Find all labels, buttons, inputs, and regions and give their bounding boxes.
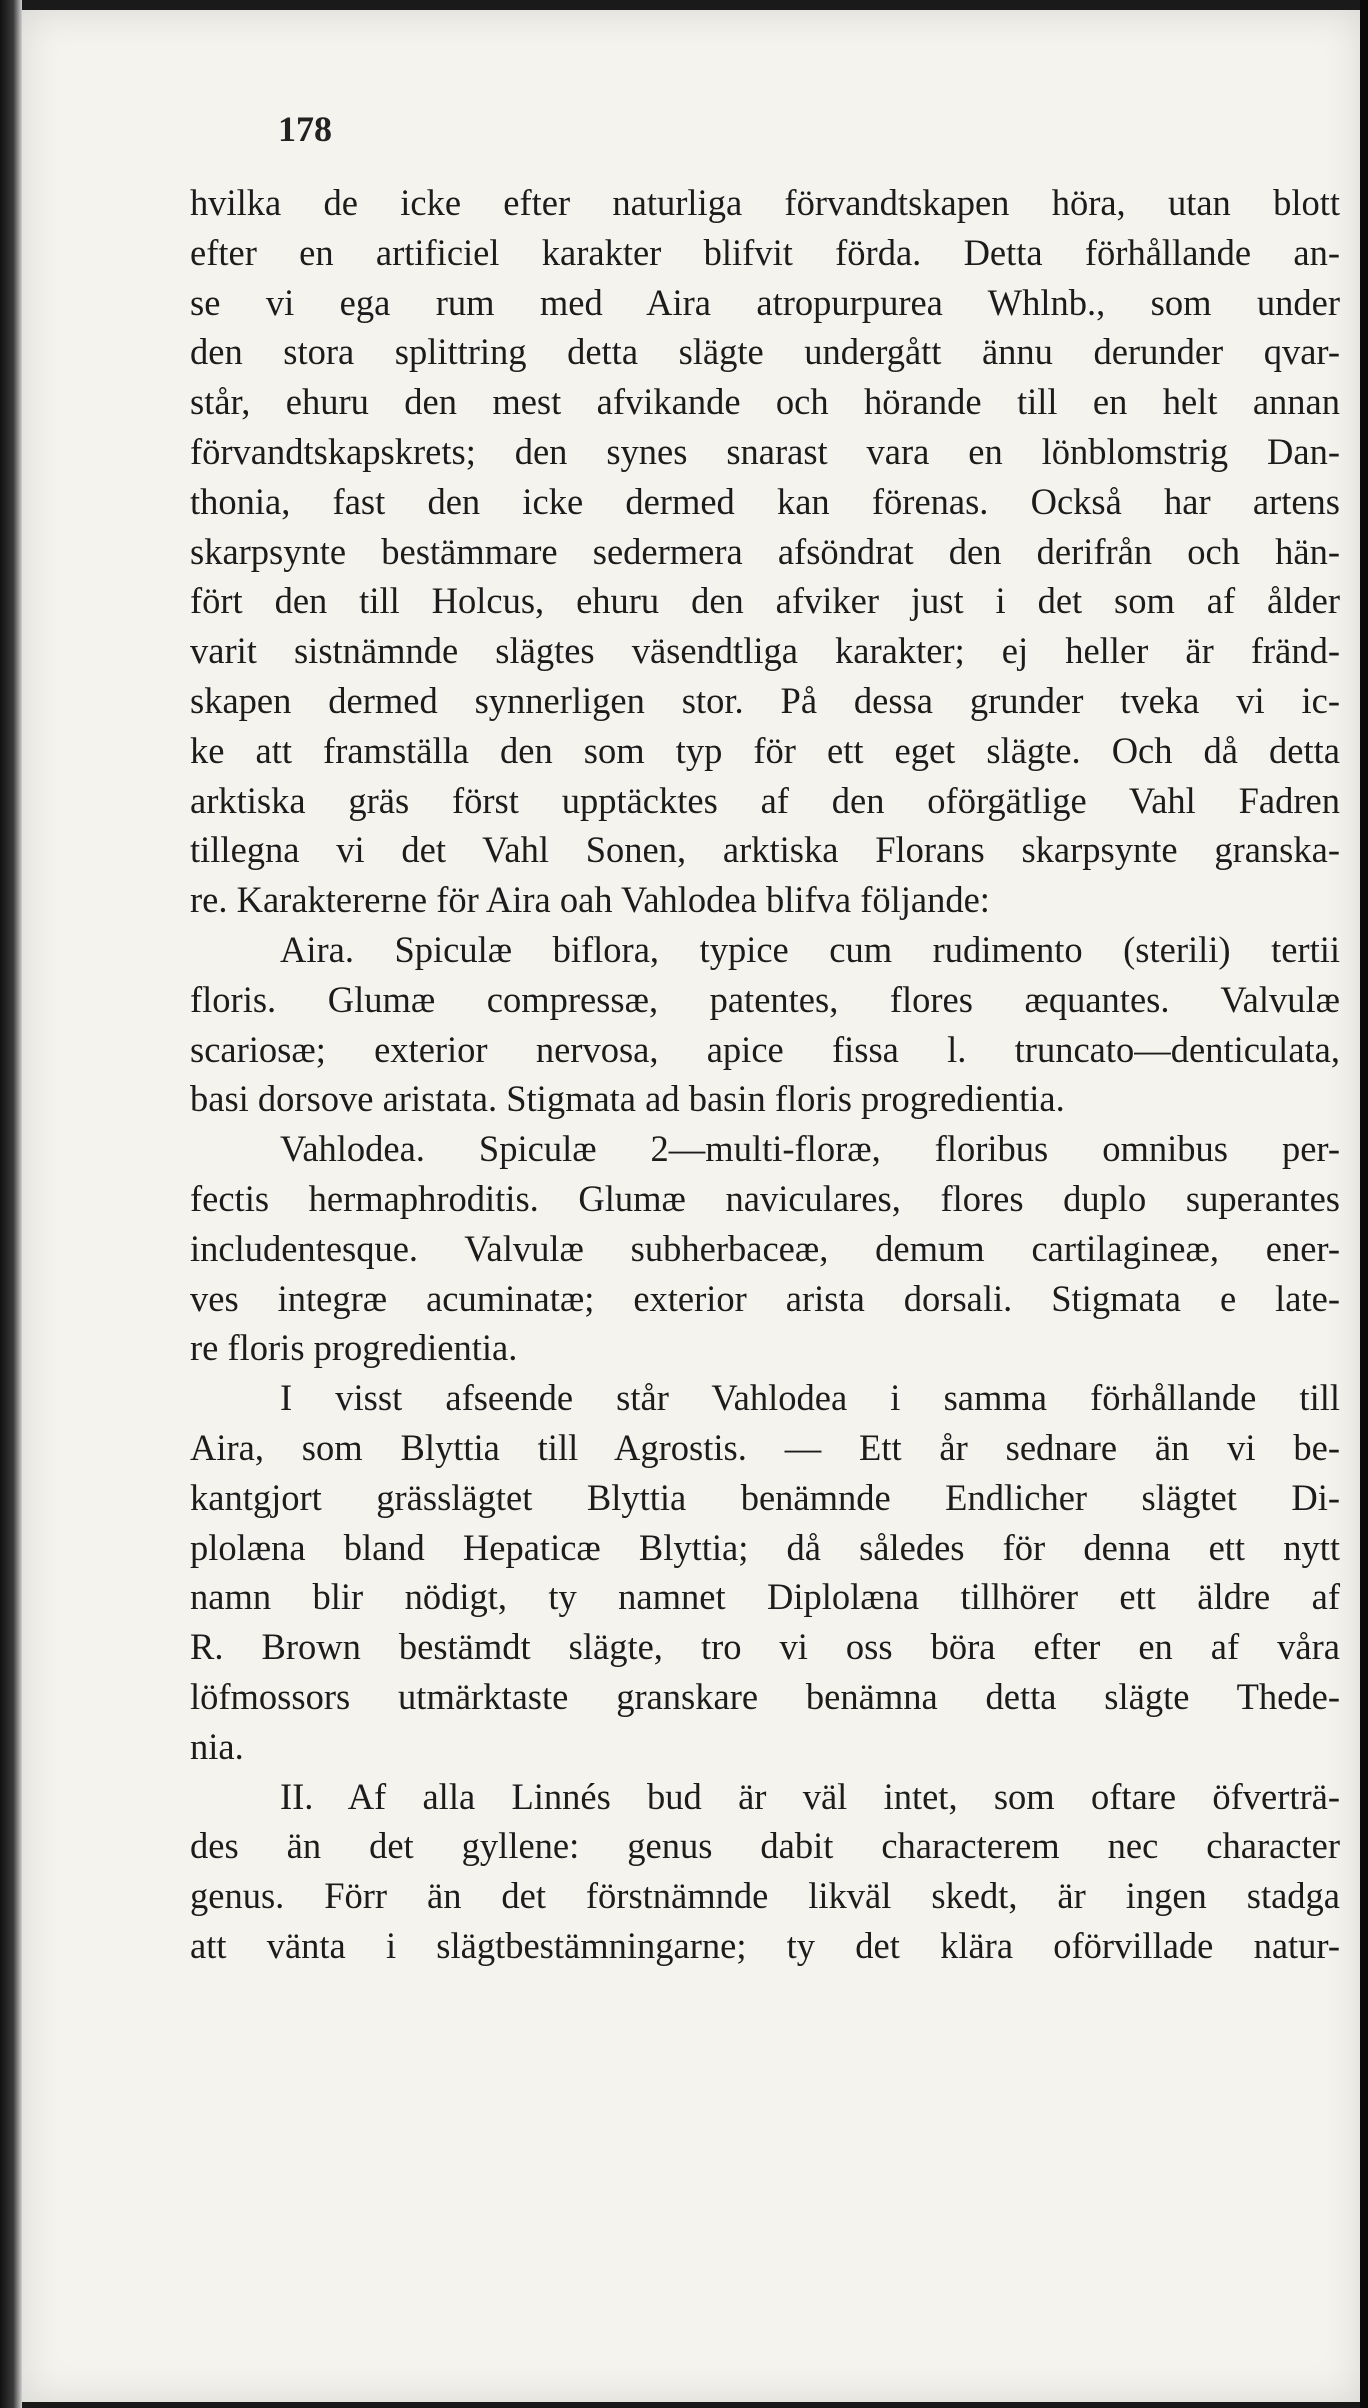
scan-edge-left [0, 0, 22, 2408]
text-line: den stora splittring detta slägte undergått ännu derunder qvar- [190, 331, 1340, 373]
text-line: basi dorsove aristata. Stigmata ad basin floris progredientia. [190, 1078, 1065, 1120]
page-body [190, 178, 1340, 1971]
text-line: står, ehuru den mest afvikande och hörande till en helt annan [190, 381, 1340, 423]
text-line: varit sistnämnde slägtes väsendtliga karakter; ej heller är fränd- [190, 630, 1340, 672]
text-line: floris. Glumæ compressæ, patentes, flores æquantes. Valvulæ [190, 978, 1340, 1020]
text-line: fört den till Holcus, ehuru den afviker just i det som af ålder [190, 580, 1340, 622]
text-line: scariosæ; exterior nervosa, apice fissa l. truncato—denticulata, [190, 1028, 1340, 1070]
text-line: skarpsynte bestämmare sedermera afsöndrat den derifrån och hän- [190, 530, 1340, 572]
text-line: arktiska gräs först upptäcktes af den oförgätlige Vahl Fadren [190, 779, 1340, 821]
text-line: löfmossors utmärktaste granskare benämna detta slägte Thede- [190, 1675, 1340, 1717]
text-line: II. Af alla Linnés bud är väl intet, som oftare öfverträ- [280, 1775, 1340, 1817]
text-line: fectis hermaphroditis. Glumæ naviculares, flores duplo superantes [190, 1177, 1340, 1219]
text-line: hvilka de icke efter naturliga förvandtskapen höra, utan blott [190, 182, 1340, 223]
text-line: förvandtskapskrets; den synes snarast vara en lönblomstrig Dan- [190, 430, 1340, 472]
text-line: Aira. Spiculæ biflora, typice cum rudimento (sterili) tertii [280, 928, 1340, 970]
text-line: se vi ega rum med Aira atropurpurea Whlnb., som under [190, 281, 1340, 323]
text-line: plolæna bland Hepaticæ Blyttia; då således för denna ett nytt [190, 1526, 1340, 1568]
scan-edge-right [1360, 0, 1368, 2408]
text-line: genus. Förr än det förstnämnde likväl skedt, är ingen stadga [190, 1875, 1340, 1917]
text-line: tillegna vi det Vahl Sonen, arktiska Florans skarpsynte granska- [190, 829, 1340, 871]
text-line: Vahlodea. Spiculæ 2—multi-floræ, floribus omnibus per- [280, 1128, 1340, 1170]
text-line: ves integræ acuminatæ; exterior arista dorsali. Stigmata e late- [190, 1277, 1340, 1319]
text-line: att vänta i slägtbestämningarne; ty det klära oförvillade natur- [190, 1924, 1340, 1966]
text-line: thonia, fast den icke dermed kan förenas. Också har artens [190, 480, 1340, 522]
text-line: I visst afseende står Vahlodea i samma förhållande till [280, 1377, 1340, 1419]
text-line: namn blir nödigt, ty namnet Diplolæna tillhörer ett äldre af [190, 1576, 1340, 1618]
text-line: ke att framställa den som typ för ett eget slägte. Och då detta [190, 729, 1340, 771]
text-line: re. Karaktererne för Aira oah Vahlodea blifva följande: [190, 879, 990, 921]
text-line: R. Brown bestämdt slägte, tro vi oss böra efter en af våra [190, 1626, 1340, 1668]
text-line: des än det gyllene: genus dabit characterem nec character [190, 1825, 1340, 1867]
text-line: skapen dermed synnerligen stor. På dessa grunder tveka vi ic- [190, 679, 1340, 721]
text-line: Aira, som Blyttia till Agrostis. — Ett år sednare än vi be- [190, 1426, 1340, 1468]
text-line: nia. [190, 1725, 244, 1767]
page-number: 178 [278, 109, 332, 149]
text-line: re floris progredientia. [190, 1327, 518, 1369]
text-line: kantgjort grässlägtet Blyttia benämnde Endlicher slägtet Di- [190, 1476, 1340, 1518]
text-line: includentesque. Valvulæ subherbaceæ, demum cartilagineæ, ener- [190, 1227, 1340, 1269]
text-line: efter en artificiel karakter blifvit förda. Detta förhållande an- [190, 231, 1340, 273]
